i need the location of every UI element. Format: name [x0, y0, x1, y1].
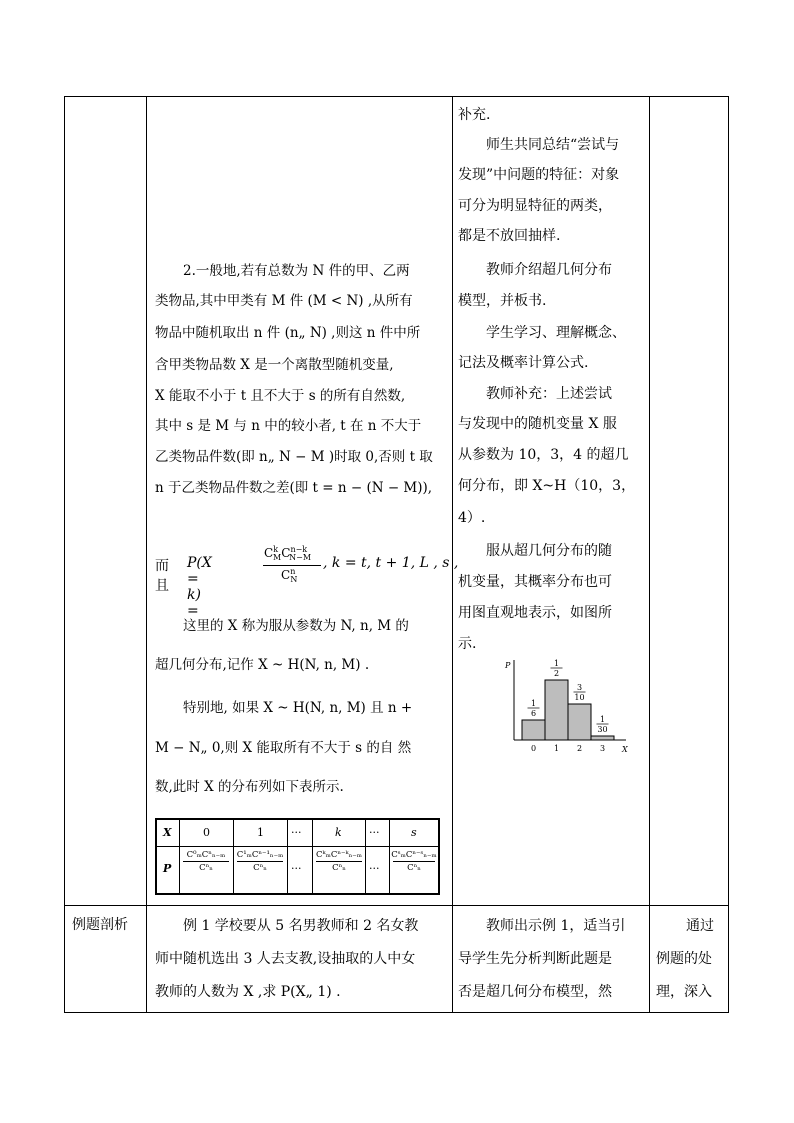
table-cell: k: [335, 826, 342, 839]
text-line: 补充.: [458, 107, 491, 123]
formula-lhs: P(X = k) =: [187, 555, 212, 619]
data-label: 1: [553, 659, 560, 668]
fraction-bar: [263, 565, 321, 566]
text-line: 示.: [458, 636, 477, 652]
text-line: 导学生先分析判断此题是: [458, 951, 612, 967]
table-cell: ···: [369, 862, 380, 875]
table-fraction: C⁰ₘCⁿₙ₋ₘ Cⁿₙ: [181, 850, 231, 873]
text-line: X 能取不小于 t 且不大于 s 的所有自然数,: [155, 388, 406, 404]
hypergeometric-bar-chart: [500, 656, 640, 758]
data-label: 6: [530, 708, 537, 718]
text-line: 发现”中问题的特征：对象: [458, 167, 620, 183]
text-line: 模型，并板书.: [458, 293, 547, 309]
table-header-x: X: [163, 826, 172, 839]
text-line: 理，深入: [656, 984, 712, 1000]
text-line: 与发现中的随机变量 X 服: [458, 416, 617, 432]
text-line: n 于乙类物品件数之差(即 t = n − (N − M)),: [155, 480, 433, 496]
text-line: 2.一般地,若有总数为 N 件的甲、乙两: [183, 263, 410, 279]
text-line: 这里的 X 称为服从参数为 N, n, M 的: [183, 618, 409, 634]
table-fraction: CˢₘCⁿ⁻ˢₙ₋ₘ Cⁿₙ: [391, 850, 437, 873]
text-line: 含甲类物品数 X 是一个离散型随机变量,: [155, 357, 394, 373]
text-line: 学生学习、理解概念、: [486, 325, 626, 341]
text-line: 服从超几何分布的随: [486, 543, 612, 559]
text-line: 乙类物品件数(即 n„ N − M )时取 0,否则 t 取: [155, 449, 433, 465]
text-line: 例 1 学校要从 5 名男教师和 2 名女教: [183, 918, 419, 934]
text-line: 其中 s 是 M 与 n 中的较小者, t 在 n 不大于: [155, 418, 422, 434]
bar: [545, 680, 568, 740]
table-cell: ···: [291, 862, 302, 875]
table-cell: ···: [291, 826, 302, 839]
text-line: 物品中随机取出 n 件 (n„ N) ,则这 n 件中所: [155, 325, 421, 341]
x-axis-label: X: [622, 745, 628, 754]
y-axis-label: P: [505, 661, 511, 670]
text-line: 特别地, 如果 X ~ H(N, n, M) 且 n +: [183, 700, 413, 716]
data-label: 10: [574, 693, 585, 702]
text-line: 教师出示例 1，适当引: [486, 918, 626, 934]
text-line: 可分为明显特征的两类，: [458, 198, 612, 214]
formula-denominator: $C^n_N$: [281, 567, 298, 585]
bar: [568, 704, 591, 740]
data-label: 2: [553, 669, 560, 678]
data-label: 1: [599, 715, 606, 725]
text-line: 机变量，其概率分布也可: [458, 574, 612, 590]
table-cell: ···: [369, 826, 380, 839]
table-cell: s: [411, 826, 417, 839]
text-line: 用图直观地表示，如图所: [458, 605, 612, 621]
row-label-example: 例题剖析: [72, 917, 128, 933]
table-header-p: P: [163, 862, 172, 875]
x-tick-label: 1: [553, 744, 560, 753]
text-line: M − N„ 0,则 X 能取所有不大于 s 的自 然: [155, 740, 412, 756]
data-label: 3: [576, 683, 583, 692]
text-line: 师生共同总结“尝试与: [486, 137, 620, 153]
table-fraction: C¹ₘCⁿ⁻¹ₙ₋ₘ Cⁿₙ: [236, 850, 284, 873]
data-label: 1: [530, 698, 537, 708]
text-line: 否是超几何分布模型，然: [458, 984, 612, 1000]
text-line: 4）.: [458, 510, 486, 526]
text-line: 记法及概率计算公式.: [458, 355, 589, 371]
table-cell: 0: [203, 826, 210, 839]
text-line: 教师补充：上述尝试: [486, 386, 612, 402]
table-fraction: CᵏₘCⁿ⁻ᵏₙ₋ₘ Cⁿₙ: [316, 850, 362, 873]
x-tick-label: 3: [599, 744, 606, 753]
text-line: 通过: [686, 918, 714, 934]
bar: [591, 736, 614, 740]
text-line: 师中随机选出 3 人去支教,设抽取的人中女: [155, 951, 416, 967]
text-line: 教师的人数为 X ,求 P(X„ 1) .: [155, 984, 341, 1000]
x-tick-label: 2: [576, 744, 583, 753]
text-line: 例题的处: [656, 951, 712, 967]
bar: [522, 720, 545, 740]
text-line: 类物品,其中甲类有 M 件 (M < N) ,从所有: [155, 293, 413, 309]
text-line: 都是不放回抽样.: [458, 228, 561, 244]
data-label: 30: [597, 725, 608, 735]
x-tick-label: 0: [530, 744, 537, 753]
text-line: 教师介绍超几何分布: [486, 262, 612, 278]
formula-prefix: 而且: [155, 558, 169, 594]
text-line: 超几何分布,记作 X ~ H(N, n, M) .: [155, 657, 370, 673]
text-line: 数,此时 X 的分布列如下表所示.: [155, 779, 344, 795]
text-line: 从参数为 10，3，4 的超几: [458, 447, 629, 463]
table-cell: 1: [257, 826, 264, 839]
formula-rhs: , k = t, t + 1, L , s ,: [323, 555, 459, 571]
distribution-table: [155, 818, 440, 895]
text-line: 何分布，即 X~H（10，3，: [458, 478, 636, 494]
formula-numerator: $C^k_MC^{n-k}_{N-M}$: [264, 545, 312, 563]
